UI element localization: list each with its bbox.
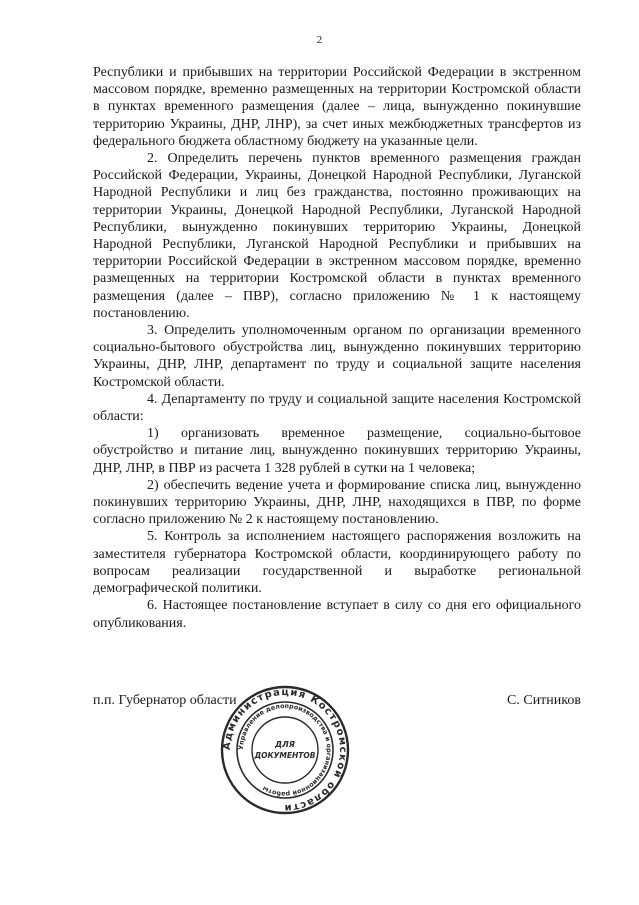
official-stamp: [219, 684, 351, 816]
page-number: 2: [316, 34, 323, 46]
svg-text:Администрация Костромской обла: Администрация Костромской области: [221, 686, 349, 814]
signatory-name: С. Ситников: [507, 693, 581, 708]
svg-text:ДЛЯ: ДЛЯ: [275, 740, 295, 749]
paragraph-4-2: 2) обеспечить ведение учета и формирование списка лиц, вынужденно покинувших территорию Украины, ДНР, ЛНР, находящихся в ПВР, по форме согласно приложению № 2 к настоящему постановлению.: [93, 477, 581, 528]
paragraph-1: Республики и прибывших на территории Российской Федерации в экстренном массовом порядке, временно размещенных на территории Костромской области в пунктах временного размещения (далее – лица, вынужденно покинувшие территорию Украины, ДНР, ЛНР), за счет иных межбюджетных трансфертов из федерального бюджета областному бюджету на указанные цели.: [93, 65, 581, 149]
paragraph-6: 6. Настоящее постановление вступает в силу со дня его официального опубликования.: [93, 598, 581, 631]
paragraph-5: 5. Контроль за исполнением настоящего распоряжения возложить на заместителя губернатора Костромской области, координирующего работу по вопросам реализации государственной и выработке региональной демографической политики.: [93, 529, 581, 597]
paragraph-4: 4. Департаменту по труду и социальной защите населения Костромской области:: [93, 391, 581, 425]
svg-text:Управление делопроизводства и: Управление делопроизводства и организационной работы: [236, 701, 334, 799]
paragraph-4-1: 1) организовать временное размещение, социально-бытовое обустройство и питание лиц, вынужденно покинувших территорию Украины, ДНР, ЛНР, в ПВР из расчета 1 328 рублей в сутки на 1 человека;: [93, 426, 581, 476]
svg-text:ДОКУМЕНТОВ: ДОКУМЕНТОВ: [254, 751, 316, 760]
paragraph-3: 3. Определить уполномоченным органом по организации временного социально-бытового обустройства лиц, вынужденно покинувших территорию Украины, ДНР, ЛНР, департамент по труду и социальной защите населения Костромской области.: [93, 323, 581, 390]
document-body: [93, 64, 581, 632]
signatory-title: п.п. Губернатор области: [93, 693, 237, 708]
stamp-seal-icon: [219, 684, 351, 816]
paragraph-2: 2. Определить перечень пунктов временного размещения граждан Российской Федерации, Украины, Донецкой Народной Республики, Луганской Народной Республики и лиц без гражданства, постоянно проживающих на территории Украины, Донецкой Народной Республики, Луганской Народной Республики, вынужденно покинувших территорию Украины, Донецкой Народной Республики, Луганской Народной Республики и прибывших на территории Российской Федерации в экстренном массовом порядке, временно размещенных на территории Костромской области в пунктах временного размещения (далее – ПВР), согласно приложению № 1 к настоящему постановлению.: [93, 151, 581, 321]
